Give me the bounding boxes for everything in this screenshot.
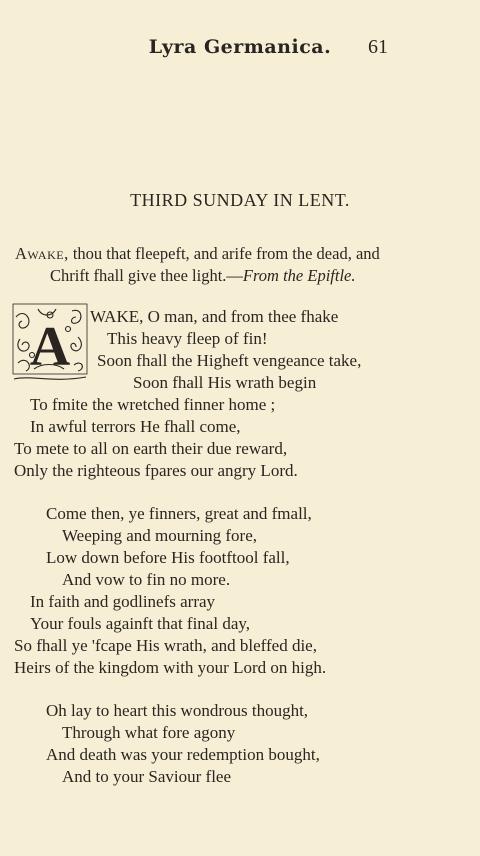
verse-line: In faith and godlinefs array [30,592,216,611]
drop-cap-letter: A [29,316,71,378]
verse-line: Soon fhall the Higheft vengeance take, [97,351,362,370]
verse-line: To mete to all on earth their due reward, [14,439,288,458]
epigraph-line-2 [50,266,356,286]
section-title: THIRD SUNDAY IN LENT. [130,190,350,210]
running-title: Lyra Germanica. [148,36,332,58]
epigraph-line-1-text: thou that fleepeft, and arife from the dead, and [68,244,380,263]
verse-line: To fmite the wretched finner home ; [30,395,276,414]
verse-line: And death was your redemption bought, [46,745,320,764]
verse-line: Weeping and mourning fore, [62,526,258,545]
epigraph-source: From the Epiftle. [242,266,356,285]
verse-line: In awful terrors He fhall come, [30,417,241,436]
verse-line: Soon fhall His wrath begin [133,373,317,392]
verse-line: This heavy fleep of fin! [107,329,268,348]
verse-line: Your fouls againft that final day, [30,614,251,633]
epigraph-lead-word: Awake, [15,244,69,263]
ornamental-drop-cap [12,303,88,383]
verse-line: So fhall ye 'fcape His wrath, and bleffed die, [14,636,317,655]
epigraph-line-1 [15,244,380,264]
verse-line: Come then, ye finners, great and fmall, [46,504,312,523]
verse-line: Low down before His footftool fall, [46,548,290,567]
epigraph-line-2-text: Chrift fhall give thee light.— [50,266,243,285]
verse-line: Oh lay to heart this wondrous thought, [46,701,309,720]
verse-line: Through what fore agony [62,723,236,742]
verse-line: WAKE, O man, and from thee fhake [90,307,339,326]
verse-line: And vow to fin no more. [62,570,231,589]
page-number: 61 [368,36,388,58]
verse-line: And to your Saviour flee [62,767,232,786]
verse-line: Only the righteous fpares our angry Lord. [14,461,298,480]
verse-line: Heirs of the kingdom with your Lord on high. [14,658,327,677]
running-head [0,36,480,60]
